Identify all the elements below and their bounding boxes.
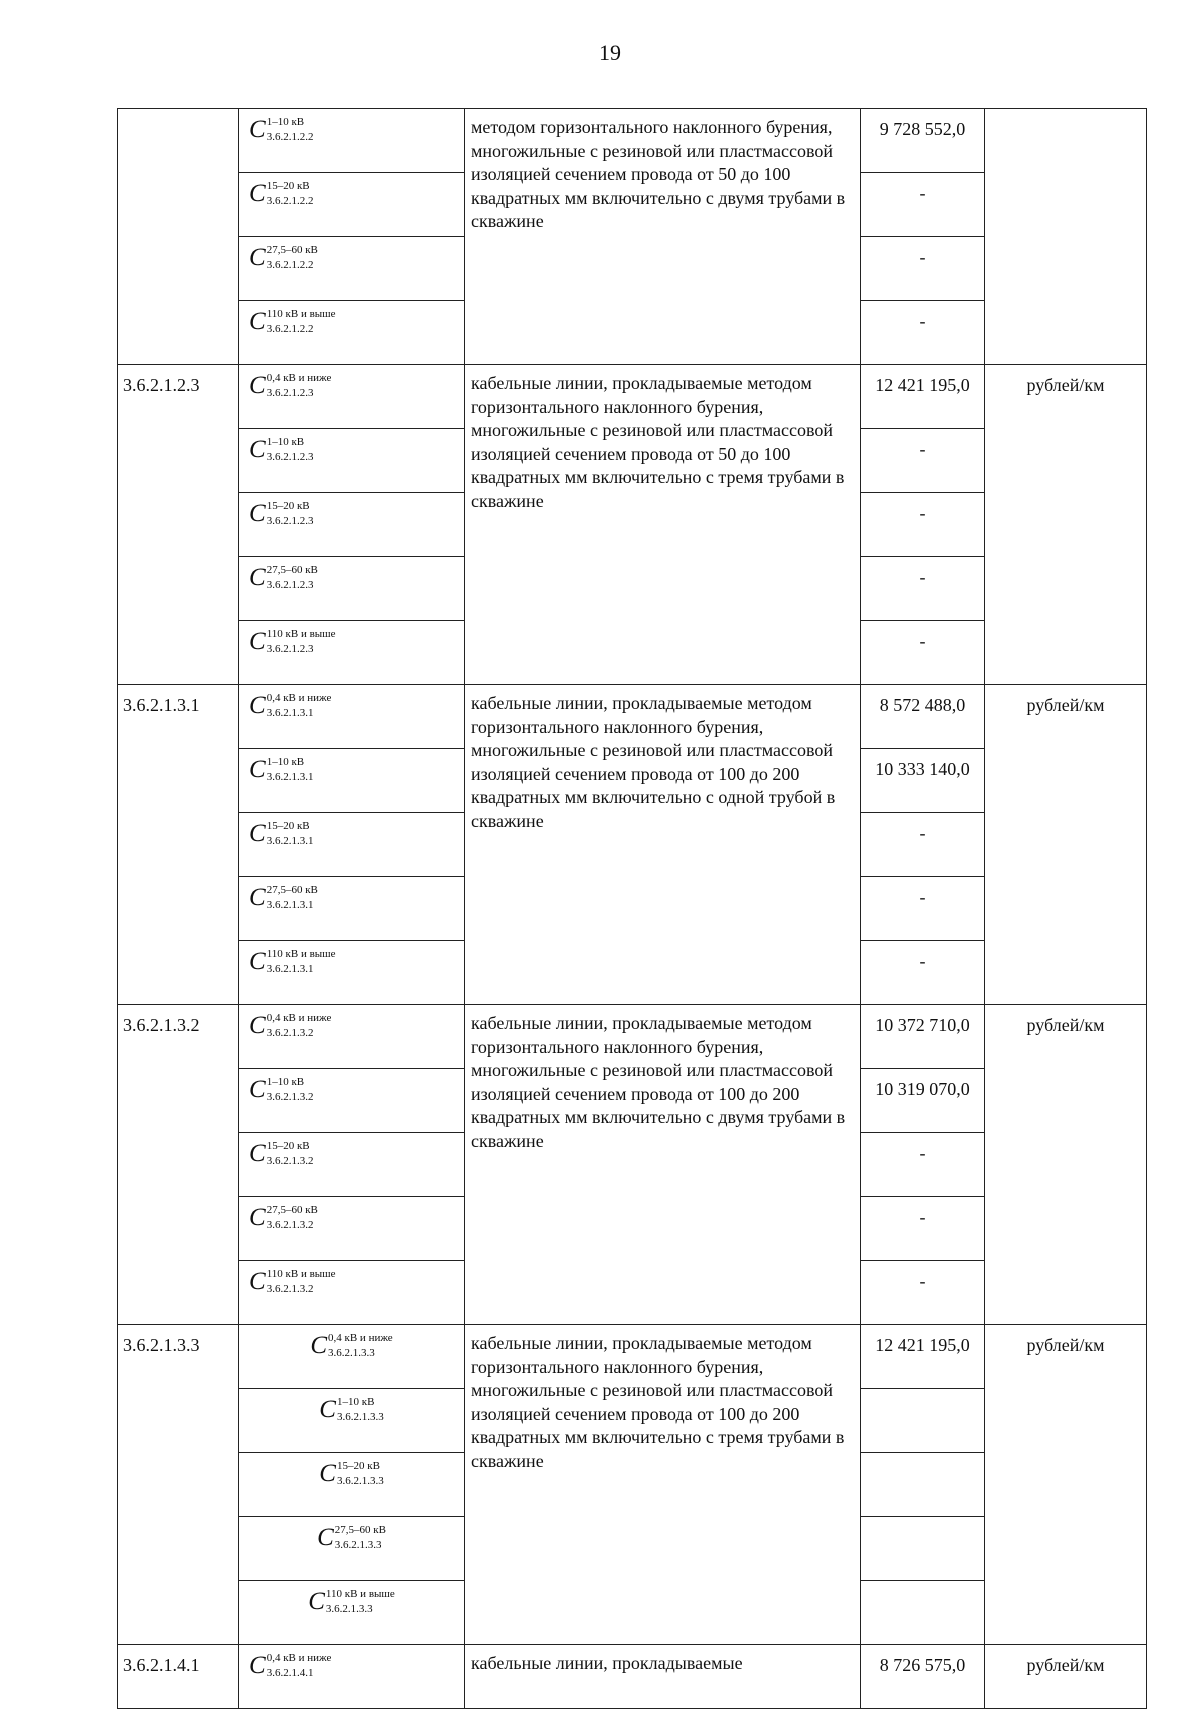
rate-index: 3.6.2.1.2.2 (266, 131, 314, 143)
rate-value: 12 421 195,0 (861, 365, 985, 429)
voltage-class: 1–10 кВ (266, 756, 305, 768)
unit-of-measure: рублей/км (985, 1325, 1147, 1645)
rate-symbol-letter: C (319, 1460, 336, 1487)
rate-symbol-formula (249, 947, 336, 977)
rate-symbol-letter: C (249, 756, 266, 783)
rate-index: 3.6.2.1.3.1 (266, 707, 314, 719)
rate-index: 3.6.2.1.3.1 (266, 771, 314, 783)
rate-value: - (861, 621, 985, 685)
rate-symbol (239, 301, 465, 365)
rate-symbol (239, 1645, 465, 1709)
rate-symbol (239, 621, 465, 685)
rate-symbol-formula (310, 1331, 392, 1361)
rate-symbol (239, 1069, 465, 1133)
rate-symbol-letter: C (249, 948, 266, 975)
rate-symbol (239, 1389, 465, 1453)
table-row (118, 109, 1147, 173)
rate-symbol-letter: C (308, 1588, 325, 1615)
rate-symbol (239, 109, 465, 173)
rate-index: 3.6.2.1.4.1 (266, 1667, 314, 1679)
table-row (118, 1645, 1147, 1709)
voltage-class: 27,5–60 кВ (266, 564, 318, 576)
rate-symbol-formula (249, 691, 331, 721)
rate-symbol-letter: C (249, 308, 266, 335)
rate-index: 3.6.2.1.3.2 (266, 1091, 314, 1103)
voltage-class: 1–10 кВ (266, 436, 305, 448)
rate-symbol (239, 365, 465, 429)
item-code: 3.6.2.1.4.1 (118, 1645, 239, 1709)
rate-index: 3.6.2.1.2.2 (266, 323, 314, 335)
rate-index: 3.6.2.1.3.2 (266, 1027, 314, 1039)
item-code (118, 109, 239, 365)
rate-symbol-formula (249, 115, 313, 145)
voltage-class: 110 кВ и выше (266, 948, 336, 960)
voltage-class: 27,5–60 кВ (266, 244, 318, 256)
rate-value: - (861, 301, 985, 365)
rate-symbol-formula (249, 627, 336, 657)
rate-value: - (861, 813, 985, 877)
voltage-class: 15–20 кВ (266, 820, 310, 832)
rate-symbol-formula (249, 1267, 336, 1297)
rate-index: 3.6.2.1.2.3 (266, 643, 314, 655)
rate-symbol-formula (249, 563, 318, 593)
rate-symbol-letter: C (310, 1332, 327, 1359)
voltage-class: 1–10 кВ (266, 1076, 305, 1088)
item-code: 3.6.2.1.3.2 (118, 1005, 239, 1325)
rate-symbol-formula (249, 819, 313, 849)
rate-symbol-letter: C (249, 1076, 266, 1103)
voltage-class: 110 кВ и выше (325, 1588, 395, 1600)
rate-index: 3.6.2.1.3.2 (266, 1219, 314, 1231)
rate-symbol (239, 1325, 465, 1389)
rate-symbol-letter: C (249, 692, 266, 719)
rate-symbol (239, 1453, 465, 1517)
rate-index: 3.6.2.1.3.2 (266, 1283, 314, 1295)
rate-value: 8 572 488,0 (861, 685, 985, 749)
rate-value: - (861, 493, 985, 557)
rate-symbol (239, 493, 465, 557)
page-number: 19 (599, 40, 621, 65)
rate-symbol-letter: C (249, 884, 266, 911)
rate-index: 3.6.2.1.3.3 (336, 1475, 384, 1487)
rate-symbol-letter: C (249, 372, 266, 399)
rate-symbol-letter: C (317, 1524, 334, 1551)
rate-symbol-letter: C (249, 180, 266, 207)
unit-of-measure: рублей/км (985, 365, 1147, 685)
item-description: кабельные линии, прокладываемые методом горизонтального наклонного бурения, многожильные с резиновой или пластмассовой изоляцией сечением провода от 100 до 200 квадратных мм включительно с двумя трубами в скважине (465, 1005, 861, 1325)
rate-value: - (861, 941, 985, 1005)
rate-value: 10 372 710,0 (861, 1005, 985, 1069)
rate-symbol-formula (249, 1139, 313, 1169)
rate-index: 3.6.2.1.3.3 (325, 1603, 373, 1615)
rate-value: - (861, 557, 985, 621)
rate-symbol (239, 813, 465, 877)
rate-index: 3.6.2.1.2.2 (266, 259, 314, 271)
rate-symbol-letter: C (249, 1268, 266, 1295)
rate-index: 3.6.2.1.2.2 (266, 195, 314, 207)
rate-index: 3.6.2.1.3.1 (266, 835, 314, 847)
rate-symbol-formula (249, 179, 313, 209)
item-description: кабельные линии, прокладываемые методом горизонтального наклонного бурения, многожильные с резиновой или пластмассовой изоляцией сечением провода от 50 до 100 квадратных мм включительно с тремя трубами в скважине (465, 365, 861, 685)
rate-symbol (239, 1517, 465, 1581)
rate-value: 10 319 070,0 (861, 1069, 985, 1133)
rate-symbol-formula (249, 1011, 331, 1041)
item-code: 3.6.2.1.3.3 (118, 1325, 239, 1645)
rate-value (861, 1517, 985, 1581)
rate-symbol-letter: C (249, 564, 266, 591)
rate-value: 12 421 195,0 (861, 1325, 985, 1389)
rate-value: - (861, 1261, 985, 1325)
rates-table-body (118, 109, 1147, 1709)
unit-of-measure: рублей/км (985, 1005, 1147, 1325)
rate-symbol-formula (319, 1459, 383, 1489)
voltage-class: 1–10 кВ (266, 116, 305, 128)
rate-value (861, 1389, 985, 1453)
rate-symbol (239, 173, 465, 237)
rate-index: 3.6.2.1.2.3 (266, 387, 314, 399)
item-description: кабельные линии, прокладываемые методом горизонтального наклонного бурения, многожильные с резиновой или пластмассовой изоляцией сечением провода от 100 до 200 квадратных мм включительно с тремя трубами в скважине (465, 1325, 861, 1645)
voltage-class: 0,4 кВ и ниже (266, 1652, 332, 1664)
item-description: кабельные линии, прокладываемые методом горизонтального наклонного бурения, многожильные с резиновой или пластмассовой изоляцией сечением провода от 100 до 200 квадратных мм включительно с одной трубой в скважине (465, 685, 861, 1005)
unit-of-measure: рублей/км (985, 685, 1147, 1005)
voltage-class: 27,5–60 кВ (266, 1204, 318, 1216)
table-row (118, 685, 1147, 749)
rate-symbol-letter: C (249, 820, 266, 847)
rate-symbol (239, 429, 465, 493)
rate-index: 3.6.2.1.2.3 (266, 451, 314, 463)
table-row (118, 1005, 1147, 1069)
rate-value: 9 728 552,0 (861, 109, 985, 173)
rate-symbol (239, 1197, 465, 1261)
voltage-class: 0,4 кВ и ниже (266, 1012, 332, 1024)
item-description: кабельные линии, прокладываемые (465, 1645, 861, 1709)
rate-symbol-formula (249, 435, 313, 465)
rate-symbol (239, 1005, 465, 1069)
voltage-class: 1–10 кВ (336, 1396, 375, 1408)
rate-index: 3.6.2.1.3.3 (334, 1539, 382, 1551)
voltage-class: 15–20 кВ (336, 1460, 380, 1472)
rate-index: 3.6.2.1.2.3 (266, 515, 314, 527)
rate-value: 10 333 140,0 (861, 749, 985, 813)
rate-index: 3.6.2.1.3.3 (328, 1347, 375, 1359)
rate-symbol-formula (249, 1651, 331, 1681)
voltage-class: 27,5–60 кВ (266, 884, 318, 896)
rate-symbol-formula (249, 883, 318, 913)
item-code: 3.6.2.1.2.3 (118, 365, 239, 685)
unit-of-measure (985, 109, 1147, 365)
rate-symbol (239, 685, 465, 749)
item-description: методом горизонтального наклонного бурения, многожильные с резиновой или пластмассовой изоляцией сечением провода от 50 до 100 квадратных мм включительно с двумя трубами в скважине (465, 109, 861, 365)
rate-value: - (861, 429, 985, 493)
rate-symbol-formula (317, 1523, 386, 1553)
rate-symbol (239, 557, 465, 621)
unit-of-measure: рублей/км (985, 1645, 1147, 1709)
rate-symbol (239, 1581, 465, 1645)
rate-symbol-formula (319, 1395, 383, 1425)
rate-symbol-formula (249, 1075, 313, 1105)
rate-symbol-letter: C (249, 1204, 266, 1231)
rate-symbol-formula (249, 1203, 318, 1233)
rate-symbol (239, 941, 465, 1005)
rate-index: 3.6.2.1.3.3 (336, 1411, 384, 1423)
rate-symbol-formula (249, 307, 336, 337)
voltage-class: 110 кВ и выше (266, 308, 336, 320)
rate-symbol-formula (308, 1587, 395, 1617)
rate-value: - (861, 1197, 985, 1261)
rate-value: - (861, 237, 985, 301)
rate-symbol-letter: C (249, 116, 266, 143)
rate-symbol (239, 237, 465, 301)
rate-symbol (239, 1261, 465, 1325)
table-row (118, 1325, 1147, 1389)
rate-symbol (239, 749, 465, 813)
rate-symbol-letter: C (249, 1652, 266, 1679)
rate-symbol-letter: C (249, 628, 266, 655)
voltage-class: 0,4 кВ и ниже (266, 372, 332, 384)
voltage-class: 0,4 кВ и ниже (328, 1332, 393, 1344)
rate-symbol-formula (249, 371, 331, 401)
rate-symbol-letter: C (249, 1140, 266, 1167)
rate-symbol-formula (249, 243, 318, 273)
rate-value: - (861, 1133, 985, 1197)
table-row (118, 365, 1147, 429)
rate-symbol-letter: C (319, 1396, 336, 1423)
item-code: 3.6.2.1.3.1 (118, 685, 239, 1005)
rate-value (861, 1581, 985, 1645)
rate-symbol (239, 1133, 465, 1197)
rate-value: 8 726 575,0 (861, 1645, 985, 1709)
voltage-class: 0,4 кВ и ниже (266, 692, 332, 704)
voltage-class: 110 кВ и выше (266, 628, 336, 640)
voltage-class: 15–20 кВ (266, 1140, 310, 1152)
rates-table (117, 108, 1147, 1709)
rate-index: 3.6.2.1.3.2 (266, 1155, 314, 1167)
voltage-class: 110 кВ и выше (266, 1268, 336, 1280)
rate-symbol-letter: C (249, 1012, 266, 1039)
rate-symbol-letter: C (249, 436, 266, 463)
rate-symbol-formula (249, 755, 313, 785)
rate-value: - (861, 173, 985, 237)
rate-index: 3.6.2.1.3.1 (266, 899, 314, 911)
rate-symbol-formula (249, 499, 313, 529)
rate-symbol (239, 877, 465, 941)
rate-value (861, 1453, 985, 1517)
rate-symbol-letter: C (249, 244, 266, 271)
rate-symbol-letter: C (249, 500, 266, 527)
voltage-class: 15–20 кВ (266, 500, 310, 512)
voltage-class: 27,5–60 кВ (334, 1524, 386, 1536)
voltage-class: 15–20 кВ (266, 180, 310, 192)
rate-value: - (861, 877, 985, 941)
rate-index: 3.6.2.1.2.3 (266, 579, 314, 591)
rate-index: 3.6.2.1.3.1 (266, 963, 314, 975)
